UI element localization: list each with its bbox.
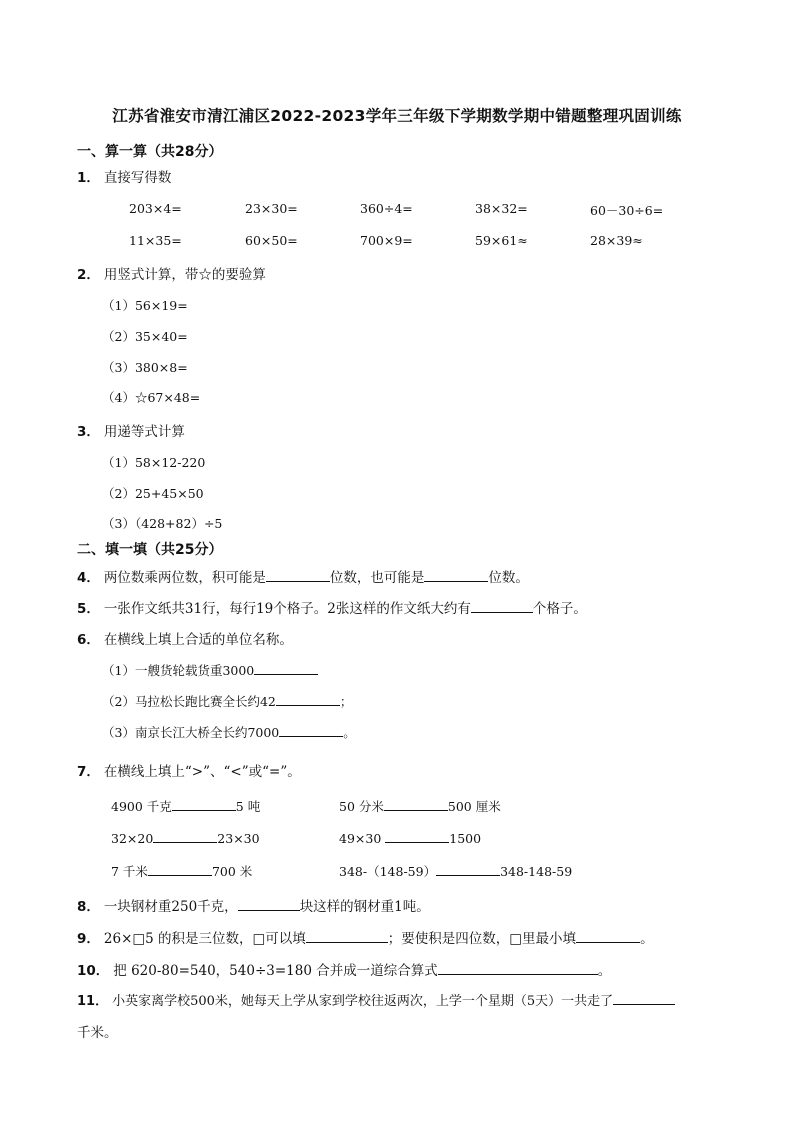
answer-blank[interactable] [384,798,448,811]
answer-blank[interactable] [576,930,640,943]
question-7 [77,760,301,780]
question-text: ；要使积是四位数，□里最小填 [387,931,577,947]
section-heading-fill: 二、填一填（共25分） [77,542,223,558]
question-3 [77,420,185,440]
question-text: 千米。 [77,1025,118,1041]
answer-blank[interactable] [471,600,533,613]
calc-item: 28×39≈ [590,233,643,248]
compare-left: 49×30 [339,831,386,846]
calc-item: 60－30÷6= [590,203,664,218]
question-text: 一张作文纸共31行，每行19个格子。2张这样的作文纸大约有 [103,601,471,617]
answer-blank[interactable] [613,992,675,1005]
calc-item: 11×35= [129,233,182,248]
compare-left: 50 分米 [339,799,384,814]
sub-item: （3）（428+82）÷5 [102,516,223,531]
compare-right: 348-148-59 [500,864,573,879]
calc-item: 203×4= [129,201,182,216]
calc-item: 700×9= [360,233,413,248]
answer-blank[interactable] [385,830,449,843]
compare-item [111,830,260,846]
answer-blank[interactable] [438,962,598,975]
compare-left: 4900 千克 [111,799,172,814]
compare-item [111,797,260,815]
compare-right: 23×30 [217,831,260,846]
calc-item: 60×50= [245,233,298,248]
sub-item-text: （2）马拉松长跑比赛全长约42 [102,694,276,709]
sub-item [102,723,356,741]
question-10 [77,959,611,979]
compare-item [339,797,501,815]
answer-blank[interactable] [436,863,500,876]
question-text: 用递等式计算 [103,424,185,440]
document-title: 江苏省淮安市清江浦区2022-2023学年三年级下学期数学期中错题整理巩固训练 [112,107,682,125]
compare-item [339,862,572,880]
compare-item [339,830,481,846]
sub-item: （2）25+45×50 [102,486,204,501]
answer-blank[interactable] [238,898,300,911]
section-heading-calc: 一、算一算（共28分） [77,144,223,160]
question-number: 9． [77,931,100,947]
sub-item [102,692,352,710]
question-text: 。 [640,931,654,947]
question-6 [77,628,293,648]
compare-right: 700 米 [211,864,253,879]
compare-item [111,862,252,880]
punctuation: 。 [343,725,356,740]
question-9 [77,927,654,947]
question-number: 11． [77,994,109,1009]
question-5 [77,597,587,617]
sub-item: （2）35×40= [102,329,188,344]
question-number: 1． [77,170,100,186]
punctuation: ； [339,694,353,709]
question-text: 两位数乘两位数，积可能是 [103,570,266,586]
question-11-continued [77,1021,118,1041]
answer-blank[interactable] [276,693,340,706]
question-11 [77,990,675,1009]
question-text: 直接写得数 [103,170,172,186]
sub-item: （3）380×8= [102,360,188,375]
question-number: 5． [77,601,100,617]
question-text: 在横线上填上“>”、“<”或“=”。 [103,764,301,780]
answer-blank[interactable] [424,569,488,582]
question-text: 。 [597,963,612,979]
question-number: 3． [77,424,100,440]
answer-blank[interactable] [266,569,330,582]
question-text: 个格子。 [532,601,587,617]
answer-blank[interactable] [148,863,212,876]
question-text: 小英家离学校500米，她每天上学从家到学校往返两次，上学一个星期（5天）一共走了 [112,994,614,1009]
sub-item: （1）58×12-220 [102,455,206,470]
question-text: 一块钢材重250千克， [103,899,238,915]
question-text: 用竖式计算，带☆的要验算 [103,267,266,283]
answer-blank[interactable] [172,798,236,811]
answer-blank[interactable] [153,830,217,843]
question-number: 10． [77,963,110,979]
question-8 [77,895,430,915]
compare-left: 7 千米 [111,864,148,879]
calc-item: 360÷4= [360,201,413,216]
question-text: 位数，也可能是 [329,570,425,586]
calc-item: 59×61≈ [475,233,528,248]
compare-right: 5 吨 [235,799,261,814]
question-number: 7． [77,764,100,780]
compare-left: 32×20 [111,831,154,846]
sub-item [102,661,318,679]
answer-blank[interactable] [306,930,388,943]
question-number: 8． [77,899,100,915]
question-text: 把 620-80=540，540÷3=180 合并成一道综合算式 [113,963,438,979]
question-number: 4． [77,570,100,586]
question-text: 26×□5 的积是三位数，□可以填 [103,931,306,947]
question-text: 位数。 [488,570,529,586]
question-1 [77,166,171,186]
question-2 [77,263,266,283]
question-number: 6． [77,632,100,648]
compare-right: 1500 [449,831,482,846]
question-text: 在横线上填上合适的单位名称。 [103,632,293,648]
compare-right: 500 厘米 [447,799,501,814]
calc-item: 38×32= [475,201,528,216]
question-4 [77,566,529,586]
calc-item: 23×30= [245,201,298,216]
sub-item-text: （3）南京长江大桥全长约7000 [102,725,280,740]
question-text: 块这样的钢材重1吨。 [299,899,430,915]
sub-item: （1）56×19= [102,298,188,313]
sub-item: （4）☆67×48= [102,390,201,405]
answer-blank[interactable] [254,662,318,675]
answer-blank[interactable] [279,724,343,737]
sub-item-text: （1）一艘货轮载货重3000 [102,663,255,678]
question-number: 2． [77,267,100,283]
compare-left: 348-（148-59） [339,864,437,879]
